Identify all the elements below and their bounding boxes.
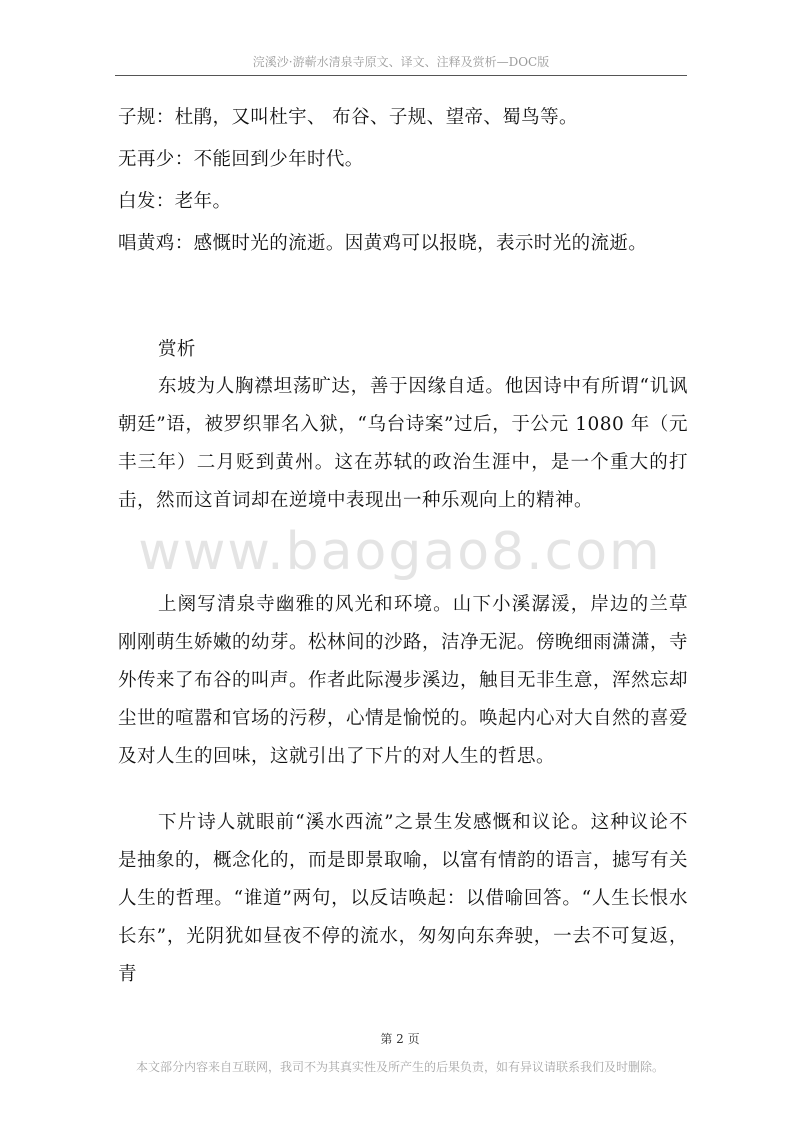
- paragraph-first-stanza: 上阕写清泉寺幽雅的风光和环境。山下小溪潺湲，岸边的兰草刚刚萌生娇嫩的幼芽。松林间的沙路，洁净无泥。傍晚细雨潇潇，寺外传来了布谷的叫声。作者此际漫步溪边，触目无非生意，浑然忘却尘世的喧嚣和官场的污秽，心情是愉悦的。唤起内心对大自然的喜爱及对人生的回味，这就引出了下片的对人生的哲思。: [118, 594, 689, 767]
- note-line-zigui: 子规：杜鹃，又叫杜宇、 布谷、子规、望帝、蜀鸟等。: [118, 107, 578, 128]
- document-header-title: 浣溪沙·游蕲水清泉寺原文、译文、注释及赏析—DOC版: [252, 55, 550, 69]
- section-heading-appreciation: 赏析: [158, 339, 196, 360]
- note-line-changhuangji: 唱黄鸡：感慨时光的流逝。因黄鸡可以报晓，表示时光的流逝。: [118, 233, 648, 254]
- paragraph-second-stanza: 下片诗人就眼前“溪水西流”之景生发感慨和议论。这种议论不是抽象的，概念化的，而是即景取喻，以富有情韵的语言，摅写有关人生的哲理。“谁道”两句，以反诘唤起：以借喻回答。“人生长恨水长东”，光阴犹如昼夜不停的流水，匆匆向东奔驶，一去不可复返，青: [118, 812, 689, 985]
- footer-disclaimer: 本文部分内容来自互联网，我司不为其真实性及所产生的后果负责，如有异议请联系我们及时删除。: [135, 1060, 664, 1074]
- note-line-baifa: 白发：老年。: [118, 191, 232, 212]
- paragraph-background: 东坡为人胸襟坦荡旷达，善于因缘自适。他因诗中有所谓“讥讽朝廷”语，被罗织罪名入狱，“乌台诗案”过后，于公元 1080 年（元丰三年）二月贬到黄州。这在苏轼的政治生涯中，是一个重大的打击，然而这首词却在逆境中表现出一种乐观向上的精神。: [118, 376, 688, 511]
- page-number: 第 2 页: [380, 1032, 420, 1046]
- header-divider: [115, 75, 687, 76]
- watermark-text: www.baogao8.com: [138, 522, 662, 582]
- note-line-wuzaishao: 无再少：不能回到少年时代。: [118, 149, 364, 170]
